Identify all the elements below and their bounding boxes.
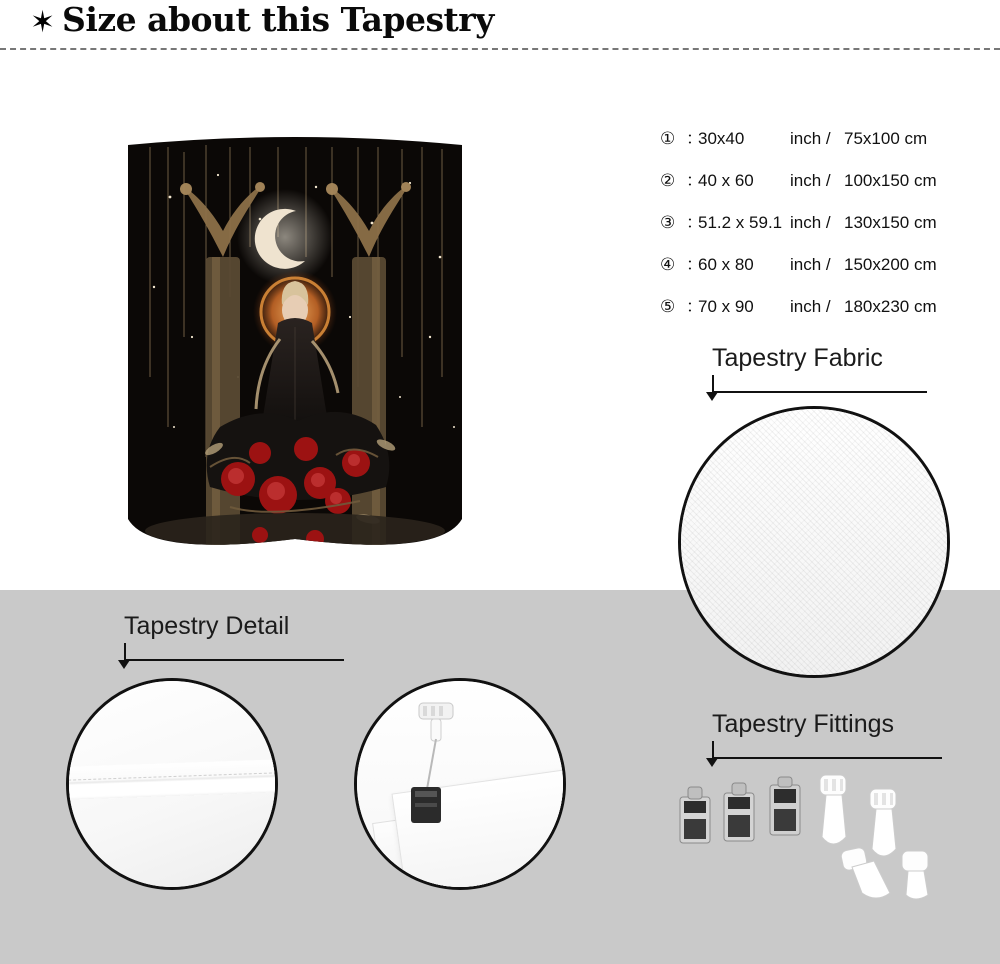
fittings-section-heading [712, 710, 942, 767]
fabric-heading-label: Tapestry Fabric [712, 344, 883, 372]
hanging-clip-icon [357, 681, 566, 890]
size-index: ② [660, 171, 676, 190]
star-icon: ✶ [30, 6, 56, 39]
heading-bracket [712, 741, 942, 759]
tapestry-artwork-svg [110, 127, 480, 567]
size-centimeters: 75x100 cm [844, 129, 928, 148]
size-row [660, 208, 990, 233]
heading-bracket [712, 375, 927, 393]
size-centimeters: 130x150 cm [844, 213, 937, 232]
heading-bracket [124, 643, 344, 661]
size-unit: inch / [790, 297, 831, 316]
heading-arrow-icon [118, 660, 130, 669]
metal-clip-icon [680, 787, 710, 843]
fabric-weave-texture [681, 409, 947, 675]
size-inches: 51.2 x 59.1 [698, 213, 783, 232]
page-title: Size about this Tapestry [62, 0, 494, 39]
hem-detail-circle [66, 678, 278, 890]
size-row [660, 292, 990, 317]
size-inches: 30x40 [698, 129, 745, 148]
adhesive-hook-icon [820, 775, 846, 844]
fabric-section-heading [712, 344, 927, 401]
fittings-icons-svg [676, 775, 976, 900]
size-unit: inch / [790, 129, 831, 148]
clip-detail-circle [354, 678, 566, 890]
size-unit: inch / [790, 171, 831, 190]
size-inches: 40 x 60 [698, 171, 754, 190]
size-list [660, 124, 990, 334]
size-row [660, 124, 990, 149]
size-colon: ： [686, 171, 703, 190]
adhesive-hook-icon [870, 789, 896, 856]
size-unit: inch / [790, 213, 831, 232]
size-inches: 70 x 90 [698, 297, 754, 316]
size-unit: inch / [790, 255, 831, 274]
heading-arrow-icon [706, 758, 718, 767]
size-centimeters: 180x230 cm [844, 297, 937, 316]
fabric-swatch-circle [678, 406, 950, 678]
heading-arrow-icon [706, 392, 718, 401]
adhesive-hook-icon [902, 851, 928, 899]
size-inches: 60 x 80 [698, 255, 754, 274]
size-index: ③ [660, 213, 676, 232]
tapestry-product-image [110, 127, 480, 567]
header-divider [0, 48, 1000, 50]
size-index: ⑤ [660, 297, 676, 316]
detail-section-heading [124, 612, 344, 669]
fittings-group [676, 775, 976, 900]
metal-clip-icon [770, 777, 800, 835]
size-centimeters: 150x200 cm [844, 255, 937, 274]
size-centimeters: 100x150 cm [844, 171, 937, 190]
size-colon: ： [686, 297, 703, 316]
size-colon: ： [686, 213, 703, 232]
size-colon: ： [686, 255, 703, 274]
page-header [0, 0, 1000, 52]
size-index: ④ [660, 255, 676, 274]
fittings-heading-label: Tapestry Fittings [712, 710, 895, 738]
size-row [660, 250, 990, 275]
metal-clip-icon [724, 783, 754, 841]
size-index: ① [660, 129, 676, 148]
size-row [660, 166, 990, 191]
detail-heading-label: Tapestry Detail [124, 612, 290, 640]
size-colon: ： [686, 129, 703, 148]
